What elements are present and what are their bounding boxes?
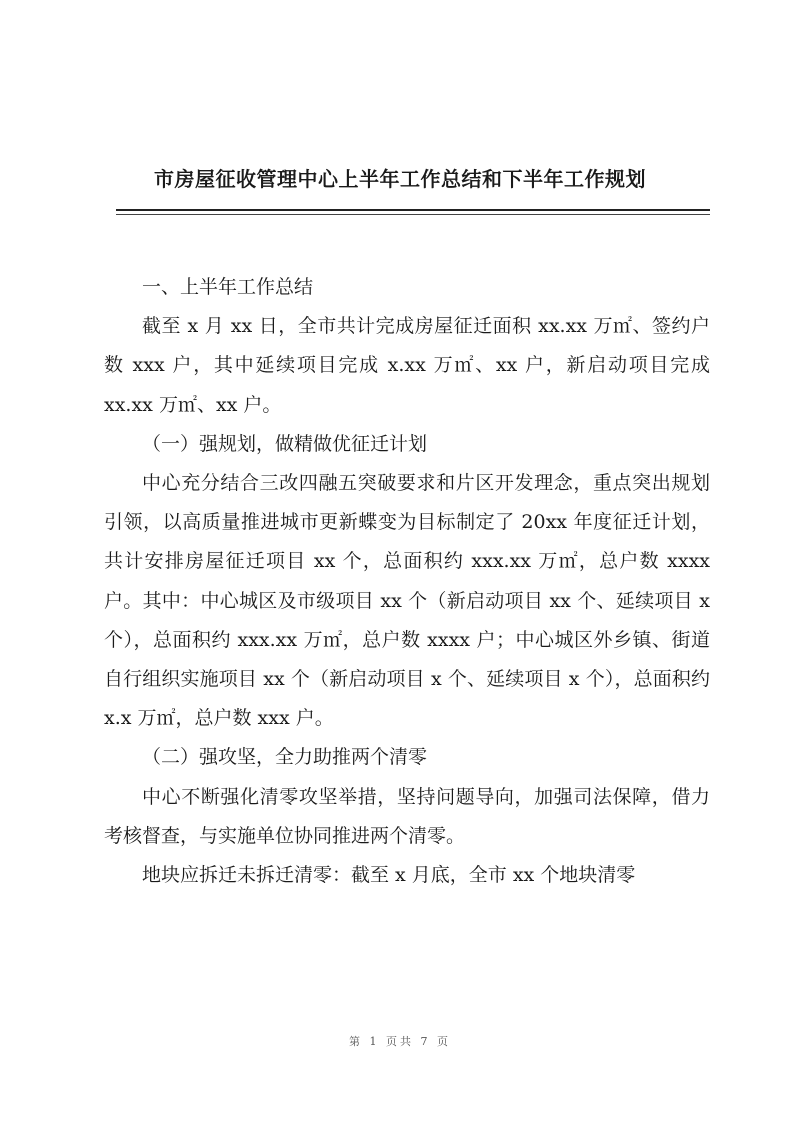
subsection-heading: （二）强攻坚，全力助推两个清零 [142,746,428,769]
page-title: 市房屋征收管理中心上半年工作总结和下半年工作规划 [154,167,646,191]
paragraph: 中心不断强化清零攻坚举措，坚持问题导向，加强司法保障，借力考核督查，与实施单位协同推进两个清零。 [104,785,710,847]
title-divider-thin [116,214,710,215]
subsection-heading: （一）强规划，做精做优征迁计划 [142,432,428,455]
paragraph: 地块应拆迁未拆迁清零：截至 x 月底，全市 xx 个地块清零 [142,864,636,887]
page-number: 第 1 页共 7 页 [349,1035,451,1048]
document-body [104,268,710,895]
title-divider [116,209,710,211]
paragraph: 中心充分结合三改四融五突破要求和片区开发理念，重点突出规划引领，以高质量推进城市更新蝶变为目标制定了 20xx 年度征迁计划，共计安排房屋征迁项目 xx 个，总面积约 xxx.xx 万㎡，总户数 xxxx 户。其中：中心城区及市级项目 xx 个（新启动项目 xx 个、延续项目 x 个），总面积约 xxx.xx 万㎡，总户数 xxxx 户；中心城区外乡镇、街道自行组织实施项目 xx 个（新启动项目 x 个、延续项目 x 个），总面积约 x.x 万㎡，总户数 xxx 户。 [104,472,710,730]
paragraph: 截至 x 月 xx 日，全市共计完成房屋征迁面积 xx.xx 万㎡、签约户数 xxx 户，其中延续项目完成 x.xx 万㎡、xx 户，新启动项目完成 xx.xx 万㎡、xx 户。 [104,315,710,416]
section-heading: 一、上半年工作总结 [142,276,314,298]
